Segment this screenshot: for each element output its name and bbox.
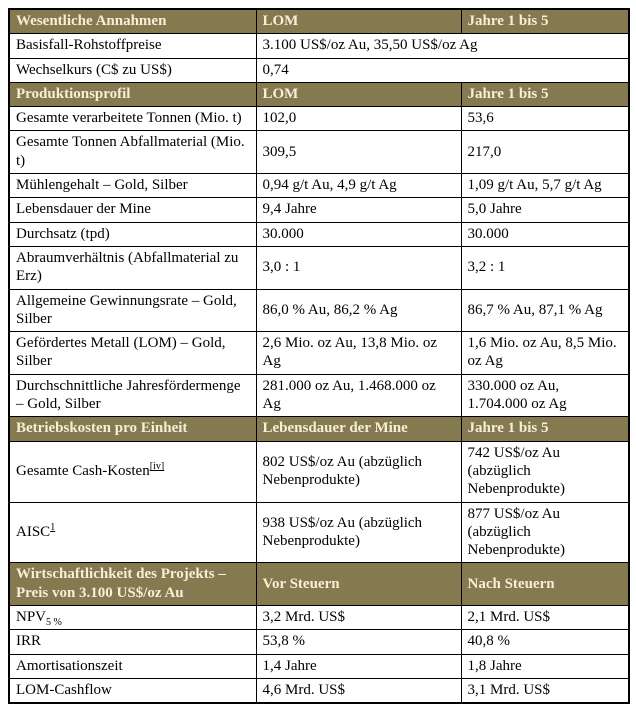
row-label: Durchschnittliche Jahresfördermenge – Gold, Silber (16, 377, 241, 413)
value-cell: 217,0 (461, 131, 629, 174)
row-label-cell (9, 441, 256, 502)
row-label: Durchsatz (tpd) (16, 225, 110, 242)
section-header-row (9, 9, 629, 34)
row-label: Gesamte Cash-Kosten (16, 462, 150, 479)
section-header-cell: Betriebskosten pro Einheit (9, 417, 256, 441)
section-header-row (9, 563, 629, 606)
section-header-cell: LOM (256, 82, 461, 106)
table-row (9, 654, 629, 678)
row-label: Gesamte verarbeitete Tonnen (Mio. t) (16, 110, 242, 127)
row-label: AISC (16, 523, 51, 540)
value-cell: 309,5 (256, 131, 461, 174)
table-row (9, 198, 629, 222)
value-cell: 4,6 Mrd. US$ (256, 678, 461, 703)
footnote-link-iv[interactable]: [iv] (149, 460, 165, 472)
value-cell: 1,8 Jahre (461, 654, 629, 678)
row-label: Allgemeine Gewinnungsrate – Gold, Silber (16, 292, 237, 327)
section-header-cell: Nach Steuern (461, 563, 629, 606)
row-label-cell (9, 174, 256, 198)
value-cell: 330.000 oz Au, 1.704.000 oz Ag (461, 374, 629, 417)
row-label: Amortisationszeit (16, 657, 123, 674)
row-label-cell (9, 630, 256, 654)
table-row (9, 441, 629, 502)
table-row (9, 34, 629, 58)
section-header-cell: Lebensdauer der Mine (256, 417, 461, 441)
value-cell: 3,2 : 1 (461, 246, 629, 289)
value-cell: 0,94 g/t Au, 4,9 g/t Ag (256, 174, 461, 198)
table-row (9, 222, 629, 246)
table-row (9, 131, 629, 174)
value-cell: 30.000 (461, 222, 629, 246)
value-cell: 53,6 (461, 107, 629, 131)
section-header-cell: Produktionsprofil (9, 82, 256, 106)
row-label: Lebensdauer der Mine (16, 201, 151, 218)
row-label-cell (9, 374, 256, 417)
table-row (9, 246, 629, 289)
section-header-cell: Wirtschaftlichkeit des Projekts – Preis von 3.100 US$/oz Au (9, 563, 256, 606)
value-cell: 86,0 % Au, 86,2 % Ag (256, 289, 461, 332)
row-label-cell (9, 606, 256, 630)
section-header-cell: Jahre 1 bis 5 (461, 9, 629, 34)
value-cell: 938 US$/oz Au (abzüglich Nebenprodukte) (256, 502, 461, 563)
row-label-cell (9, 502, 256, 563)
row-label: Wechselkurs (C$ zu US$) (16, 61, 172, 78)
table-row (9, 289, 629, 332)
table-body (9, 9, 629, 703)
value-cell: 742 US$/oz Au (abzüglich Nebenprodukte) (461, 441, 629, 502)
value-cell: 102,0 (256, 107, 461, 131)
row-label-cell (9, 34, 256, 58)
row-label-cell (9, 332, 256, 375)
section-header-cell: Vor Steuern (256, 563, 461, 606)
row-label: Basisfall-Rohstoffpreise (16, 37, 162, 54)
row-label-cell (9, 131, 256, 174)
value-cell: 1,09 g/t Au, 5,7 g/t Ag (461, 174, 629, 198)
financial-summary-table (8, 8, 630, 704)
section-header-cell: Jahre 1 bis 5 (461, 82, 629, 106)
footnote-link-1[interactable]: 1 (50, 521, 56, 533)
row-label-cell (9, 58, 256, 82)
value-cell: 3,0 : 1 (256, 246, 461, 289)
label-subscript: 5 % (46, 617, 62, 629)
row-label-cell (9, 222, 256, 246)
value-cell: 30.000 (256, 222, 461, 246)
value-cell: 86,7 % Au, 87,1 % Ag (461, 289, 629, 332)
value-cell: 2,1 Mrd. US$ (461, 606, 629, 630)
table-row (9, 374, 629, 417)
table-row (9, 174, 629, 198)
row-label: NPV (16, 609, 47, 626)
row-label-cell (9, 246, 256, 289)
section-header-row (9, 417, 629, 441)
row-label-cell (9, 678, 256, 703)
table-row (9, 678, 629, 703)
value-cell: 3.100 US$/oz Au, 35,50 US$/oz Ag (256, 34, 629, 58)
table-row (9, 630, 629, 654)
row-label: Mühlengehalt – Gold, Silber (16, 177, 188, 194)
row-label: Gesamte Tonnen Abfallmaterial (Mio. t) (16, 134, 245, 169)
value-cell: 877 US$/oz Au (abzüglich Nebenprodukte) (461, 502, 629, 563)
value-cell: 2,6 Mio. oz Au, 13,8 Mio. oz Ag (256, 332, 461, 375)
value-cell: 802 US$/oz Au (abzüglich Nebenprodukte) (256, 441, 461, 502)
table-row (9, 606, 629, 630)
value-cell: 281.000 oz Au, 1.468.000 oz Ag (256, 374, 461, 417)
row-label: LOM-Cashflow (16, 681, 112, 698)
value-cell: 40,8 % (461, 630, 629, 654)
row-label: IRR (16, 633, 42, 650)
table-row (9, 107, 629, 131)
row-label-cell (9, 198, 256, 222)
value-cell: 0,74 (256, 58, 629, 82)
value-cell: 3,1 Mrd. US$ (461, 678, 629, 703)
table-row (9, 502, 629, 563)
value-cell: 1,4 Jahre (256, 654, 461, 678)
row-label-cell (9, 107, 256, 131)
value-cell: 53,8 % (256, 630, 461, 654)
value-cell: 3,2 Mrd. US$ (256, 606, 461, 630)
section-header-cell: Wesentliche Annahmen (9, 9, 256, 34)
value-cell: 5,0 Jahre (461, 198, 629, 222)
row-label: Abraumverhältnis (Abfallmaterial zu Erz) (16, 249, 239, 285)
section-header-cell: Jahre 1 bis 5 (461, 417, 629, 441)
value-cell: 1,6 Mio. oz Au, 8,5 Mio. oz Ag (461, 332, 629, 375)
value-cell: 9,4 Jahre (256, 198, 461, 222)
row-label-cell (9, 654, 256, 678)
row-label: Gefördertes Metall (LOM) – Gold, Silber (16, 335, 226, 370)
row-label-cell (9, 289, 256, 332)
section-header-row (9, 82, 629, 106)
section-header-cell: LOM (256, 9, 461, 34)
table-row (9, 332, 629, 375)
table-row (9, 58, 629, 82)
